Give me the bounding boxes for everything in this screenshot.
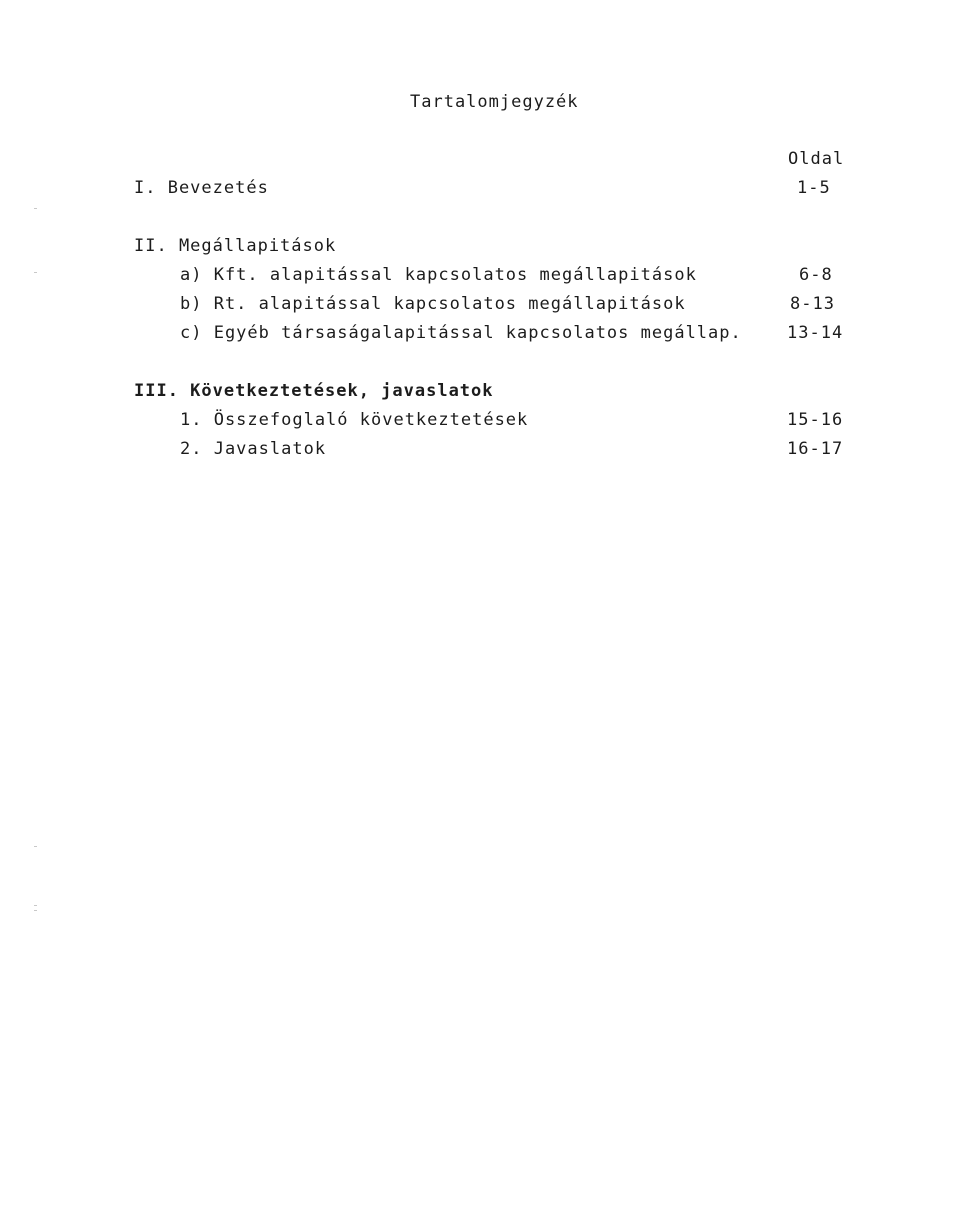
toc-page-ref-2a: 6-8 [799,265,833,285]
section-heading-2: II. Megállapitások [134,236,337,256]
page-title: Tartalomjegyzék [410,92,579,112]
section-page-ref-1: 1-5 [797,178,831,198]
toc-page-ref-3-2: 16-17 [787,439,844,459]
section-heading-1: I. Bevezetés [134,178,269,198]
toc-page-ref-3-1: 15-16 [787,410,844,430]
page-column-header: Oldal [788,149,845,169]
section-heading-3: III. Következtetések, javaslatok [134,381,494,401]
scan-speck [34,910,37,911]
scan-speck [34,272,37,273]
toc-page-ref-2b: 8-13 [790,294,835,314]
scan-speck [34,905,37,906]
toc-item-2c: c) Egyéb társaságalapitással kapcsolatos megállap. [180,323,742,343]
toc-page-ref-2c: 13-14 [787,323,844,343]
toc-item-3-2: 2. Javaslatok [180,439,327,459]
scan-speck [34,846,37,847]
toc-item-2a: a) Kft. alapitással kapcsolatos megállapitások [180,265,697,285]
toc-item-3-1: 1. Összefoglaló következtetések [180,410,529,430]
toc-item-2b: b) Rt. alapitással kapcsolatos megállapitások [180,294,686,314]
scan-speck [34,208,37,209]
